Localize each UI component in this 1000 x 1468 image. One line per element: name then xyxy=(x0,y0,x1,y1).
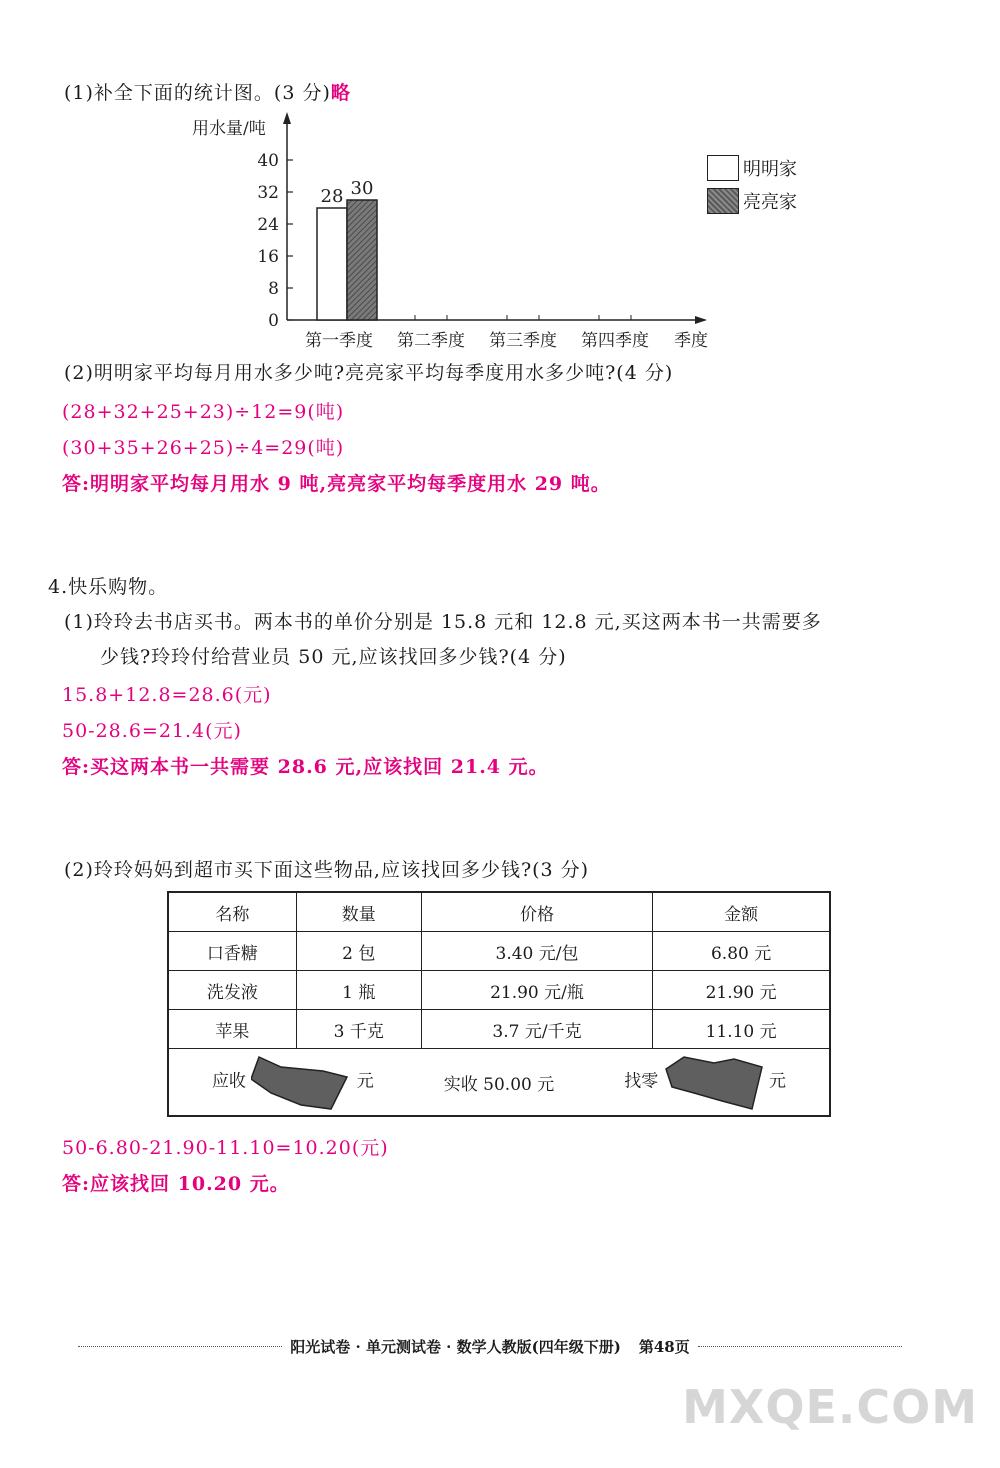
answer-sentence: 答:明明家平均每月用水 9 吨,亮亮家平均每季度用水 29 吨。 xyxy=(62,473,611,495)
question-1-text: (1)补全下面的统计图。(3 分)略 xyxy=(64,82,351,104)
answer-line: 15.8+12.8=28.6(元) xyxy=(62,684,272,706)
legend-swatch-gray xyxy=(707,188,739,214)
table-footer-row xyxy=(168,1049,830,1117)
unit-label: 元 xyxy=(356,1071,374,1092)
water-usage-chart xyxy=(180,100,740,360)
question-2-text: (2)明明家平均每月用水多少吨?亮亮家平均每季度用水多少吨?(4 分) xyxy=(64,362,674,384)
bar-liangliang xyxy=(347,200,377,320)
question-4-1-line1: (1)玲玲去书店买书。两本书的单价分别是 15.8 元和 12.8 元,买这两本书一共需要多 xyxy=(64,611,822,633)
watermark: MXQE.COM xyxy=(682,1380,978,1434)
answer-line: 50-28.6=21.4(元) xyxy=(62,720,242,742)
footer-text: 阳光试卷 · 单元测试卷 · 数学人教版(四年级下册) xyxy=(290,1338,621,1356)
shopping-table xyxy=(167,891,831,1117)
ink-blot-icon xyxy=(251,1053,351,1111)
y-tick-label: 32 xyxy=(257,183,279,203)
answer-line: (28+32+25+23)÷12=9(吨) xyxy=(62,401,345,423)
y-tick-label: 16 xyxy=(257,247,279,267)
x-axis-arrow-icon xyxy=(695,316,707,324)
change-group xyxy=(624,1053,786,1111)
y-axis-label: 用水量/吨 xyxy=(192,119,266,139)
y-axis-arrow-icon xyxy=(283,112,291,124)
footer-dots-left xyxy=(78,1346,282,1347)
legend-label: 明明家 xyxy=(743,159,797,180)
answer-sentence: 答:买这两本书一共需要 28.6 元,应该找回 21.4 元。 xyxy=(62,756,549,778)
receivable-group xyxy=(212,1053,374,1111)
table-cell: 21.90 元 xyxy=(653,971,830,1010)
y-tick-label: 40 xyxy=(257,151,279,171)
legend-item-mingming xyxy=(707,155,797,181)
table-cell: 6.80 元 xyxy=(653,932,830,971)
legend-label: 亮亮家 xyxy=(743,192,797,213)
legend-item-liangliang xyxy=(707,188,797,214)
x-tick-label: 第三季度 xyxy=(489,331,557,351)
table-cell: 21.90 元/瓶 xyxy=(421,971,652,1010)
table-row xyxy=(168,932,830,971)
page-number: 第48页 xyxy=(638,1338,690,1356)
table-header-cell: 名称 xyxy=(168,892,296,932)
legend-swatch-white xyxy=(707,155,739,181)
bar-data-label: 28 xyxy=(320,186,344,207)
table-header-cell: 数量 xyxy=(296,892,421,932)
table-cell: 1 瓶 xyxy=(296,971,421,1010)
ink-blot-icon xyxy=(664,1053,764,1111)
question-4-1-line2: 少钱?玲玲付给营业员 50 元,应该找回多少钱?(4 分) xyxy=(100,646,567,668)
table-footer-cell xyxy=(168,1049,830,1117)
y-tick-label: 0 xyxy=(268,311,279,331)
x-tick-label: 第四季度 xyxy=(581,331,649,351)
table-cell: 3 千克 xyxy=(296,1010,421,1049)
x-tick-label: 第二季度 xyxy=(397,331,465,351)
answer-line: 50-6.80-21.90-11.10=10.20(元) xyxy=(62,1137,389,1159)
change-label: 找零 xyxy=(624,1071,659,1092)
question-4-2-text: (2)玲玲妈妈到超市买下面这些物品,应该找回多少钱?(3 分) xyxy=(64,859,590,881)
footer-dots-right xyxy=(698,1346,902,1347)
table-header-row xyxy=(168,892,830,932)
answer-omitted: 略 xyxy=(330,82,351,104)
answer-line: (30+35+26+25)÷4=29(吨) xyxy=(62,437,345,459)
page-footer xyxy=(70,1336,910,1357)
table-row xyxy=(168,1010,830,1049)
bar-mingming xyxy=(317,208,347,320)
table-header-cell: 金额 xyxy=(653,892,830,932)
bar-data-label: 30 xyxy=(350,178,374,199)
question-4-title: 4.快乐购物。 xyxy=(48,576,169,598)
chart-svg xyxy=(180,100,740,360)
x-axis-label: 季度 xyxy=(674,331,708,351)
table-cell: 2 包 xyxy=(296,932,421,971)
received-label: 实收 50.00 元 xyxy=(443,1074,555,1095)
x-tick-label: 第一季度 xyxy=(305,331,373,351)
table-row xyxy=(168,971,830,1010)
table-cell: 口香糖 xyxy=(168,932,296,971)
table-header-cell: 价格 xyxy=(421,892,652,932)
table-cell: 洗发液 xyxy=(168,971,296,1010)
table-cell: 11.10 元 xyxy=(653,1010,830,1049)
table-cell: 苹果 xyxy=(168,1010,296,1049)
receivable-label: 应收 xyxy=(211,1071,246,1092)
table-cell: 3.7 元/千克 xyxy=(421,1010,652,1049)
y-tick-label: 24 xyxy=(257,215,279,235)
answer-sentence: 答:应该找回 10.20 元。 xyxy=(62,1173,290,1195)
unit-label: 元 xyxy=(769,1071,787,1092)
table-cell: 3.40 元/包 xyxy=(421,932,652,971)
y-tick-label: 8 xyxy=(268,279,279,299)
